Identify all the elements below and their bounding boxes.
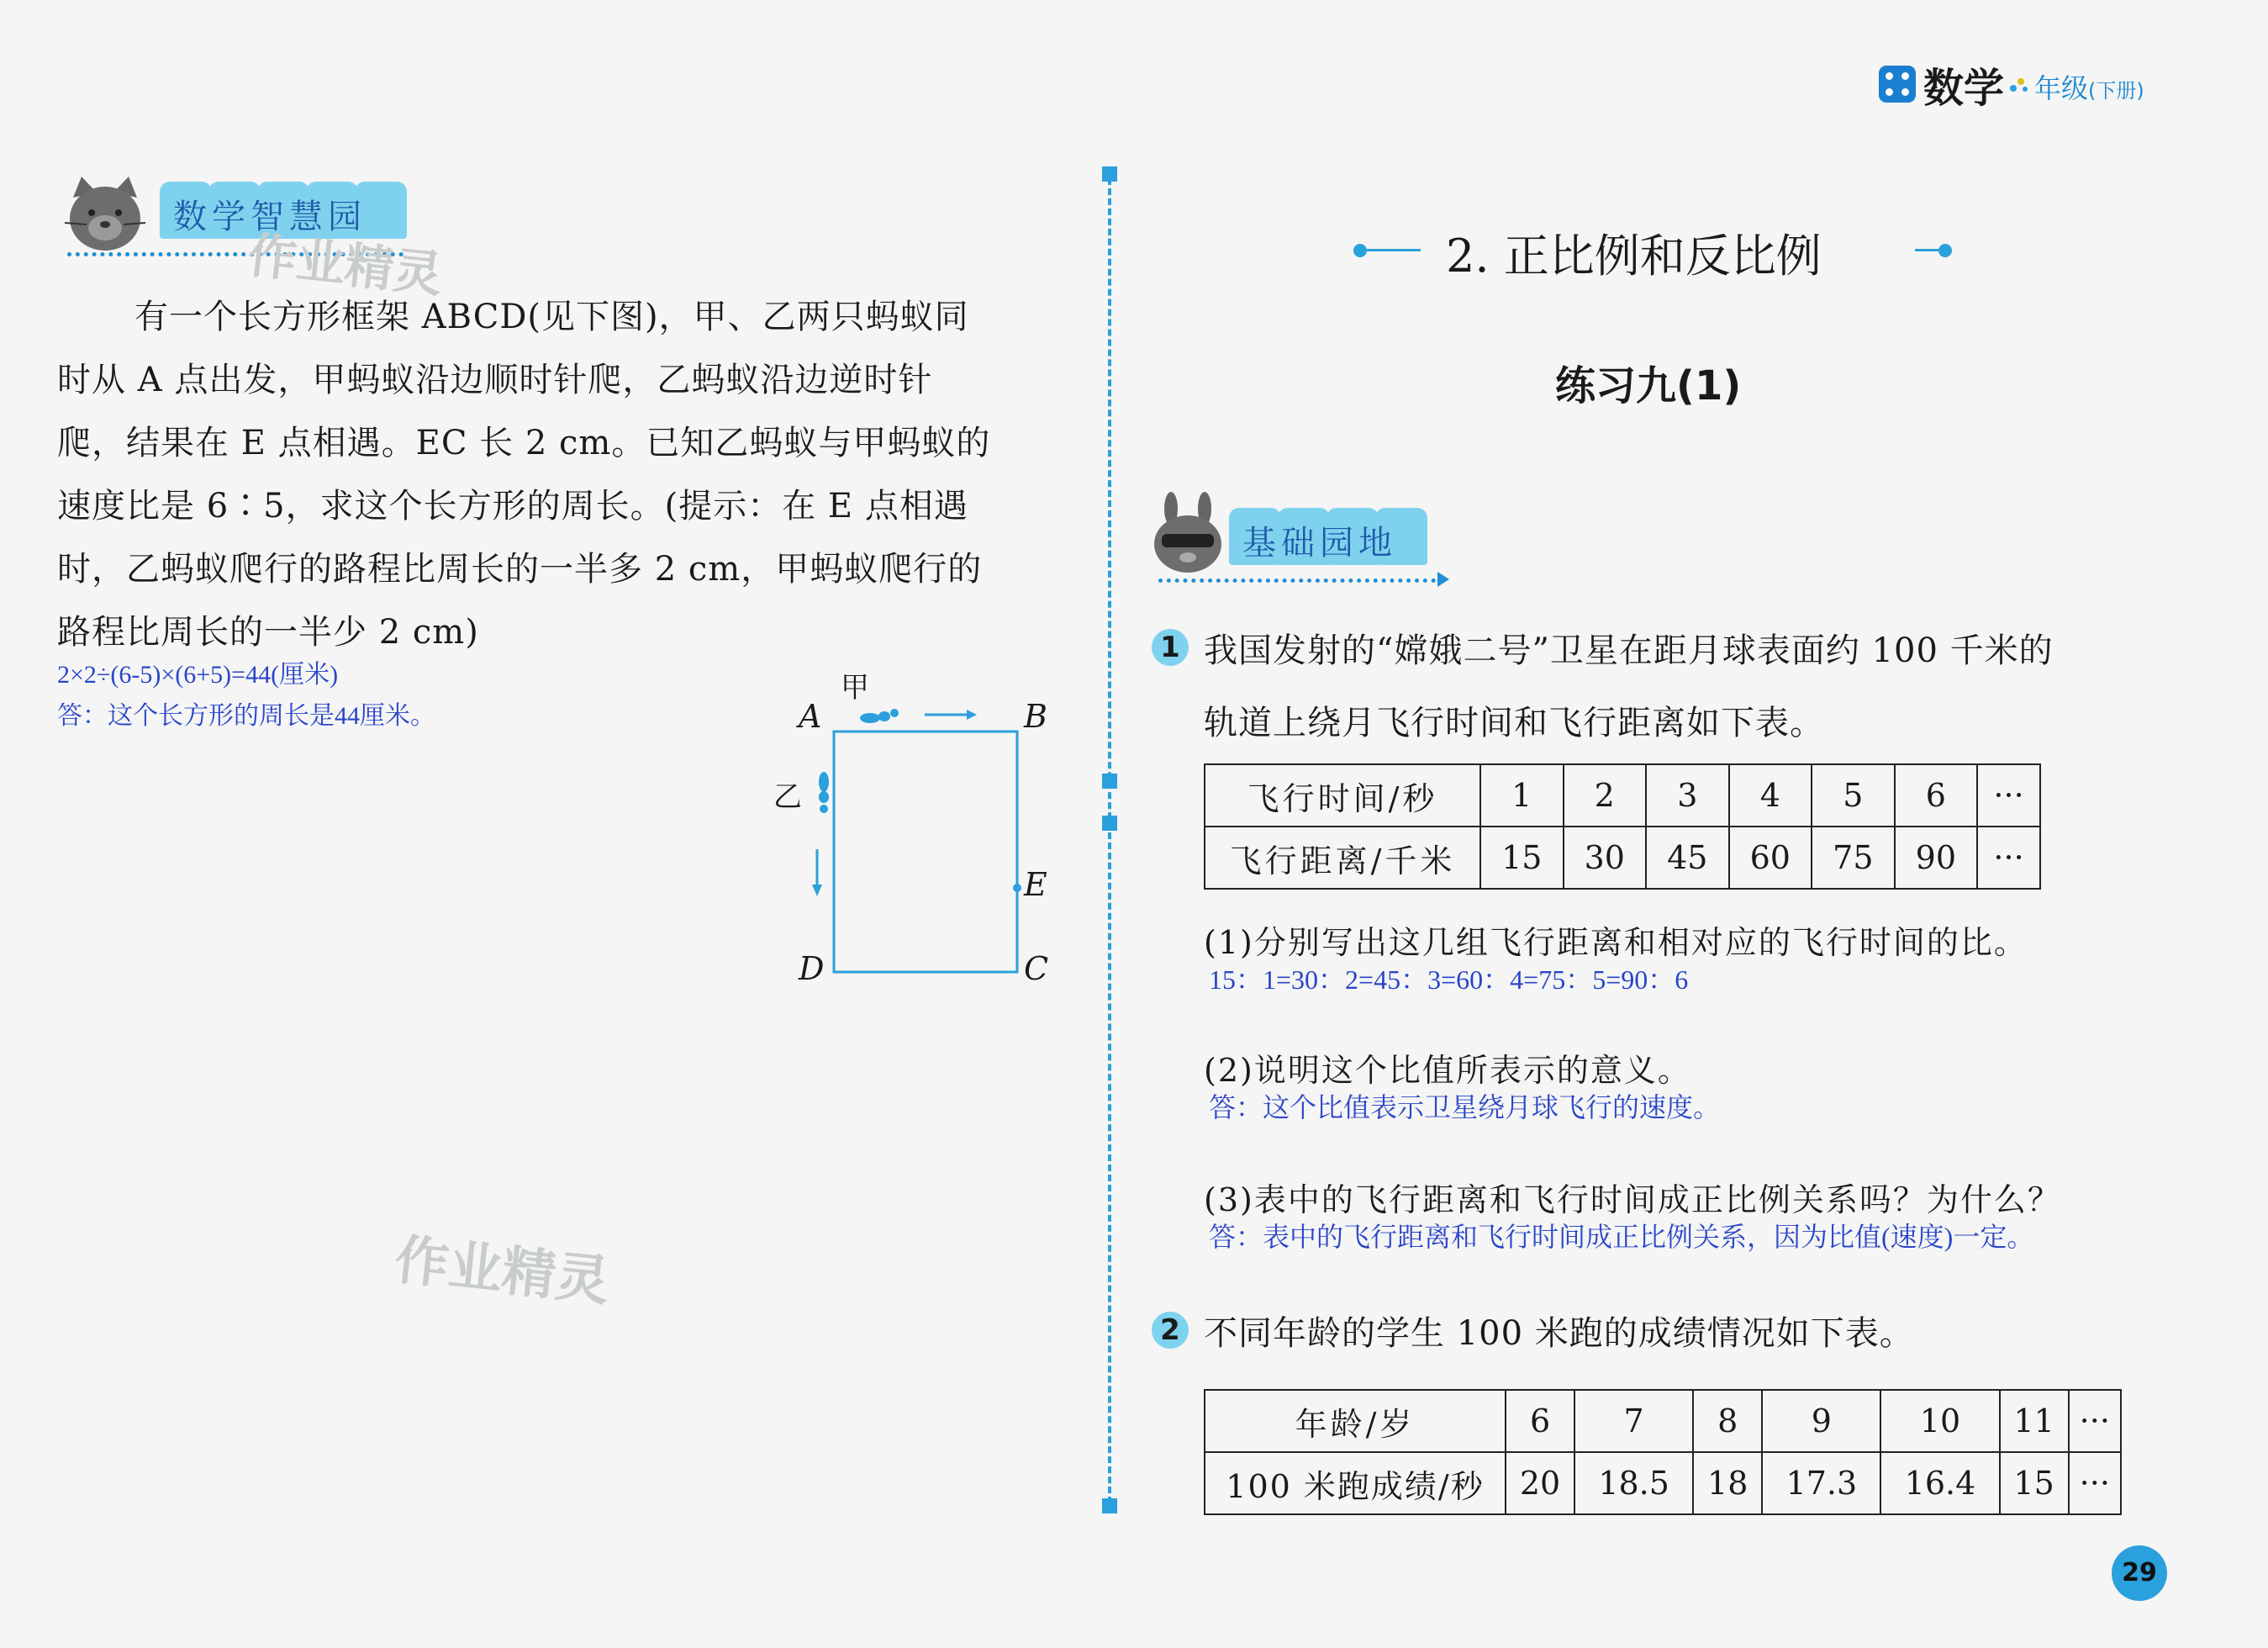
section-title: 数学智慧园 — [173, 198, 367, 236]
question-number: 1 — [1152, 629, 1189, 666]
sub-question: (1)分别写出这几组飞行距离和相对应的飞行时间的比。 — [1204, 924, 2028, 961]
flight-table — [1204, 763, 2041, 890]
table-cell: 3 — [1646, 764, 1729, 827]
table-cell: 6 — [1895, 764, 1978, 827]
problem-line: 有一个长方形框架 ABCD(见下图)，甲、乙两只蚂蚁同 — [134, 298, 969, 336]
table-row — [1205, 764, 2040, 827]
answer-text: 答：表中的飞行距离和飞行时间成正比例关系，因为比值(速度)一定。 — [1209, 1222, 2034, 1252]
table-cell: 16.4 — [1880, 1452, 1999, 1514]
chapter-title: 2. 正比例和反比例 — [1446, 230, 1822, 283]
problem-line: 时，乙蚂蚁爬行的路程比周长的一半多 2 cm，甲蚂蚁爬行的 — [57, 550, 983, 589]
table-cell: 10 — [1880, 1390, 1999, 1452]
divider-marker — [1102, 1498, 1117, 1513]
watermark: 作业精灵 — [392, 1228, 613, 1314]
chapter-line — [1362, 249, 1421, 251]
problem-paragraph — [57, 286, 1066, 664]
table-cell: 18 — [1693, 1452, 1762, 1514]
table-cell: 11 — [2000, 1390, 2069, 1452]
header-subject: 数学 — [1923, 65, 2005, 112]
header-decor-icon — [2009, 76, 2028, 94]
header-grade: 年级(下册) — [2034, 72, 2144, 104]
point-e-label: E — [1024, 866, 1047, 903]
watermark: 作业精灵 — [245, 226, 446, 304]
row-header: 飞行距离/千米 — [1205, 827, 1480, 889]
table-cell: 20 — [1506, 1452, 1574, 1514]
question-number: 2 — [1152, 1312, 1189, 1349]
table-cell: 75 — [1812, 827, 1895, 889]
chapter-dot — [1938, 244, 1952, 257]
section-banner-basics — [1229, 508, 1448, 567]
ant-jia-label: 甲 — [841, 671, 869, 705]
question-text: 我国发射的“嫦娥二号”卫星在距月球表面约 100 千米的 — [1204, 631, 2054, 670]
table-cell: 90 — [1895, 827, 1978, 889]
page-divider — [1108, 168, 1111, 1513]
table-cell: 9 — [1762, 1390, 1880, 1452]
table-cell: 1 — [1480, 764, 1564, 827]
table-row — [1205, 1390, 2121, 1452]
answer-text: 答：这个长方形的周长是44厘米。 — [57, 702, 435, 730]
row-header: 飞行时间/秒 — [1205, 764, 1480, 827]
problem-line: 时从 A 点出发，甲蚂蚁沿边顺时针爬，乙蚂蚁沿边逆时针 — [57, 361, 933, 399]
answer-text: 答：这个比值表示卫星绕月球飞行的速度。 — [1209, 1092, 1721, 1122]
question-text: 轨道上绕月飞行时间和飞行距离如下表。 — [1204, 704, 1824, 742]
row-header: 年龄/岁 — [1205, 1390, 1506, 1452]
cat-mascot-icon — [63, 172, 147, 256]
table-cell: 7 — [1574, 1390, 1693, 1452]
table-cell: ··· — [2069, 1390, 2121, 1452]
table-cell: 4 — [1729, 764, 1812, 827]
question-text: 不同年龄的学生 100 米跑的成绩情况如下表。 — [1204, 1314, 1914, 1353]
row-header: 100 米跑成绩/秒 — [1205, 1452, 1506, 1514]
point-c-label: C — [1024, 950, 1049, 987]
rectangle-diagram — [773, 664, 1059, 1001]
point-b-label: B — [1024, 698, 1047, 735]
divider-marker — [1102, 774, 1117, 789]
table-cell: ··· — [1977, 764, 2040, 827]
table-cell: 17.3 — [1762, 1452, 1880, 1514]
arrow-icon — [1437, 572, 1449, 587]
running-table — [1204, 1389, 2122, 1515]
table-cell: 2 — [1564, 764, 1647, 827]
section-title: 基础园地 — [1242, 524, 1397, 563]
table-cell: ··· — [1977, 827, 2040, 889]
divider-marker — [1102, 166, 1117, 182]
problem-line: 速度比是 6∶5，求这个长方形的周长。(提示：在 E 点相遇 — [57, 487, 968, 526]
sub-question: (3)表中的飞行距离和飞行时间成正比例关系吗？为什么？ — [1204, 1181, 2061, 1218]
table-cell: 8 — [1693, 1390, 1762, 1452]
page-number: 29 — [2112, 1545, 2167, 1601]
table-cell: 45 — [1646, 827, 1729, 889]
table-cell: 18.5 — [1574, 1452, 1693, 1514]
answer-text: 15：1=30：2=45：3=60：4=75：5=90：6 — [1209, 964, 1689, 995]
divider-marker — [1102, 816, 1117, 831]
table-row — [1205, 827, 2040, 889]
table-row — [1205, 1452, 2121, 1514]
answer-calculation: 2×2÷(6-5)×(6+5)=44(厘米) — [57, 661, 339, 689]
ant-yi-label: 乙 — [773, 780, 802, 814]
table-cell: 15 — [2000, 1452, 2069, 1514]
table-cell: 6 — [1506, 1390, 1574, 1452]
logo-icon — [1879, 66, 1916, 103]
table-cell: 60 — [1729, 827, 1812, 889]
point-d-label: D — [799, 950, 825, 987]
dotted-underline — [1158, 578, 1436, 583]
problem-line: 路程比周长的一半少 2 cm) — [57, 613, 479, 652]
table-cell: 15 — [1480, 827, 1564, 889]
table-cell: 30 — [1564, 827, 1647, 889]
rabbit-mascot-icon — [1150, 492, 1226, 576]
point-a-label: A — [799, 698, 822, 735]
sub-question: (2)说明这个比值所表示的意义。 — [1204, 1052, 1691, 1089]
table-cell: 5 — [1812, 764, 1895, 827]
problem-line: 爬，结果在 E 点相遇。EC 长 2 cm。已知乙蚂蚁与甲蚂蚁的 — [57, 424, 991, 462]
exercise-title: 练习九(1) — [1555, 362, 1742, 409]
table-cell: ··· — [2069, 1452, 2121, 1514]
